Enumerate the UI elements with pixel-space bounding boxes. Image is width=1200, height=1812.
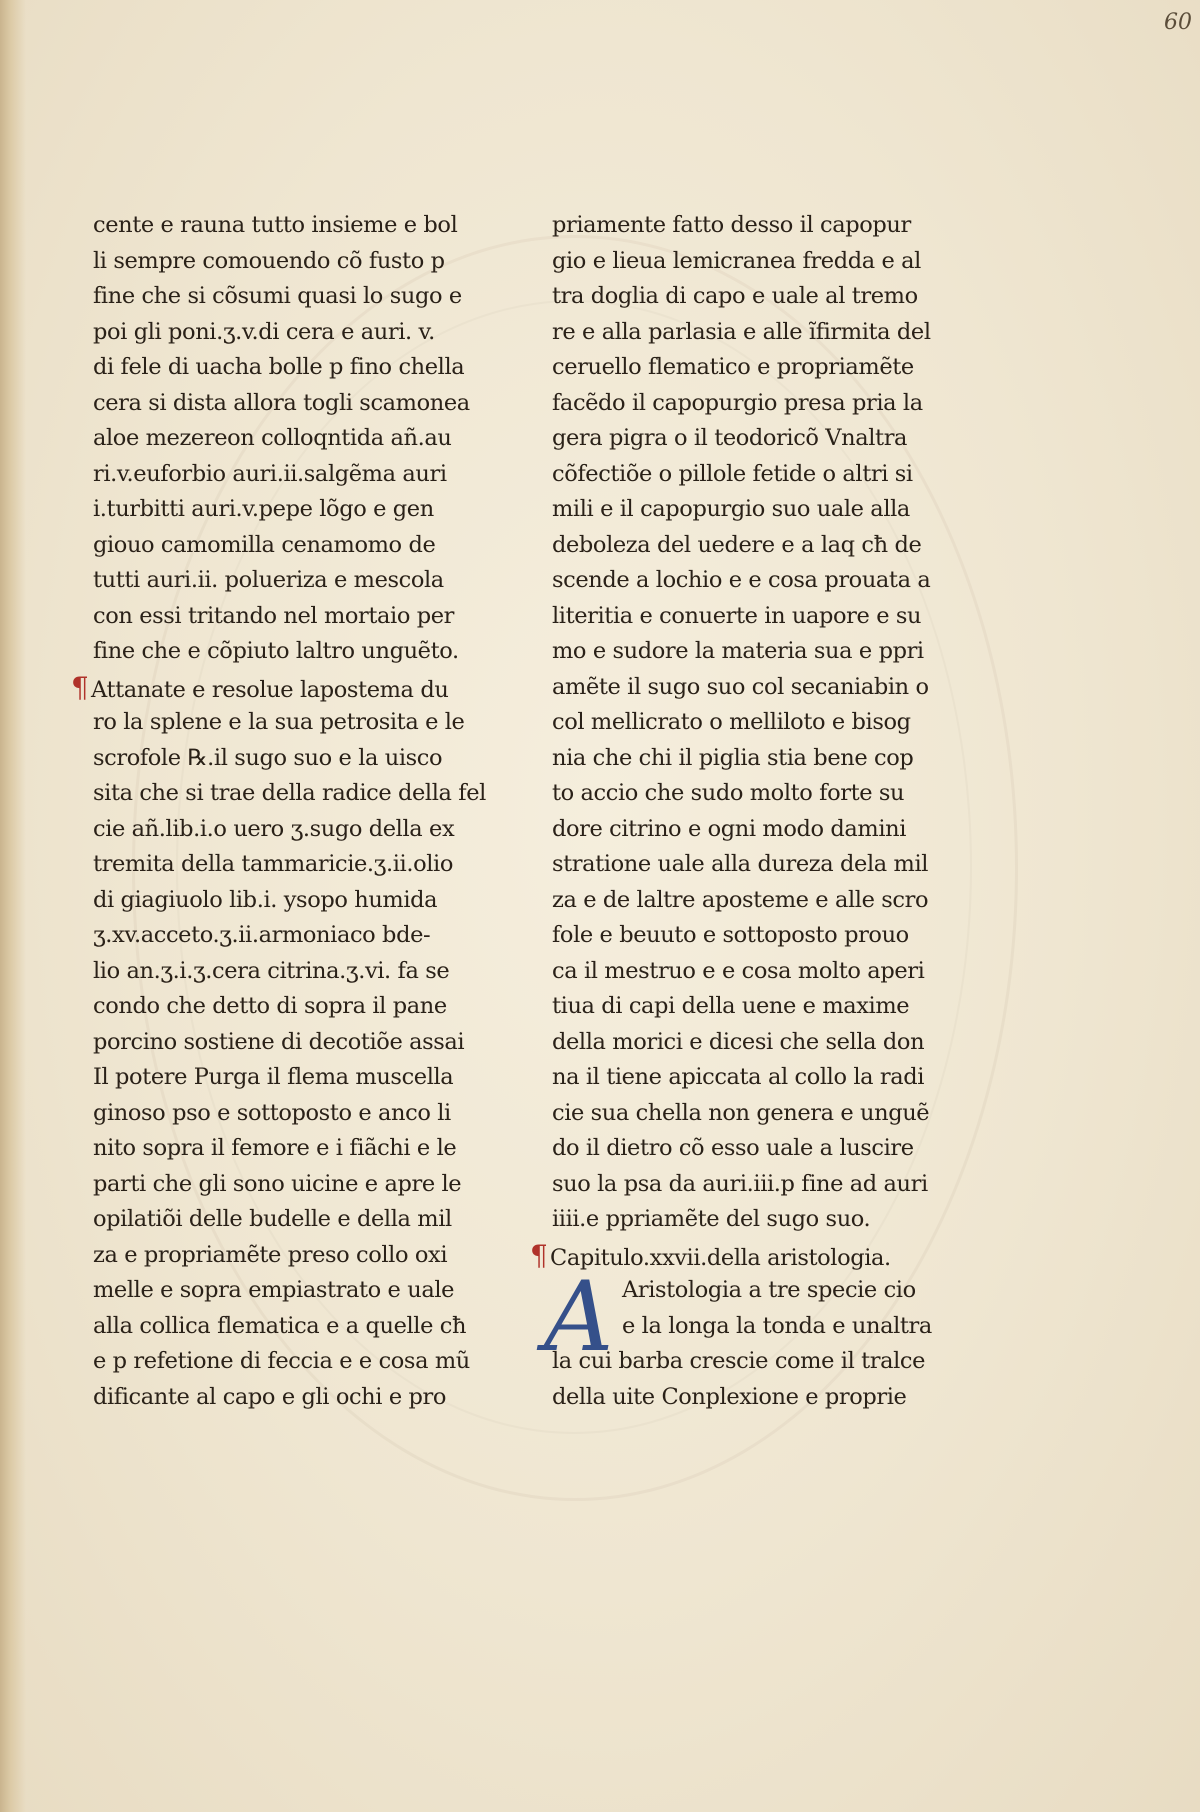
text-line: [552, 457, 952, 493]
text-line: [93, 1273, 493, 1309]
rubricated-pilcrow-icon: ¶: [530, 1238, 548, 1272]
text-line: [552, 386, 952, 422]
text-line: [552, 883, 952, 919]
text-line: [93, 634, 493, 670]
text-line-content: suo la psa da auri.iii.p fine ad auri: [552, 1170, 928, 1197]
text-line: [93, 1238, 493, 1274]
text-line-content: gera pigra o il teodoricõ Vnaltra: [552, 425, 908, 451]
text-line: [93, 599, 493, 635]
text-line-content: porcino sostiene di decotiõe assai: [93, 1028, 465, 1055]
text-line: [552, 634, 952, 670]
text-line-content: cõfectiõe o pillole fetide o altri si: [552, 460, 913, 487]
text-line-content: parti che gli sono uicine e apre le: [93, 1170, 462, 1197]
text-line: [93, 1025, 493, 1061]
text-line: [93, 421, 493, 457]
text-line: [552, 776, 952, 812]
text-line: [552, 1202, 952, 1238]
text-line-content: cie añ.lib.i.o uero ʒ.sugo della ex: [93, 815, 455, 842]
text-line-content: do il dietro cõ esso uale a luscire: [552, 1135, 914, 1161]
text-line: [93, 918, 493, 954]
text-line-content: melle e sopra empiastrato e uale: [93, 1277, 455, 1303]
text-line: [93, 457, 493, 493]
text-line: [93, 244, 493, 280]
text-line-content: della morici e dicesi che sella don: [552, 1028, 925, 1055]
text-line: [552, 208, 952, 244]
text-line-content: cie sua chella non genera e unguẽ: [552, 1099, 930, 1126]
text-line-content: priamente fatto desso il capopur: [552, 212, 911, 238]
text-line-content: tremita della tammaricie.ʒ.ii.olio: [93, 851, 453, 877]
text-line-content: tutti auri.ii. polueriza e mescola: [93, 567, 444, 593]
text-line: [93, 847, 493, 883]
binding-shadow: [0, 0, 26, 1812]
text-line: [552, 1096, 952, 1132]
text-line-content: aloe mezereon colloqntida añ.au: [93, 425, 452, 451]
text-line: [552, 279, 952, 315]
text-line-content: ca il mestruo e e cosa molto aperi: [552, 957, 925, 984]
text-line-content: li sempre comouendo cõ fusto p: [93, 247, 445, 274]
text-line: [93, 1167, 493, 1203]
text-line: [552, 812, 952, 848]
text-line: [552, 989, 952, 1025]
text-line-content: mili e il capopurgio suo uale alla: [552, 496, 910, 522]
text-line-content: nito sopra il femore e i fiãchi e le: [93, 1135, 457, 1161]
text-line: [93, 883, 493, 919]
text-line-content: di giagiuolo lib.i. ysopo humida: [93, 886, 438, 913]
text-line: [93, 528, 493, 564]
right-text-column: [530, 208, 952, 1415]
text-line-content: tra doglia di capo e uale al tremo: [552, 283, 918, 309]
text-line-content: ri.v.euforbio auri.ii.salgẽma auri: [93, 460, 447, 487]
text-line-content: i.turbitti auri.v.pepe lõgo e gen: [93, 496, 434, 522]
text-line-content: ro la splene e la sua petrosita e le: [93, 709, 465, 735]
text-line-content: cera si dista allora togli scamonea: [93, 389, 470, 416]
text-line: [93, 279, 493, 315]
text-line-content: ceruello flematico e propriamẽte: [552, 354, 914, 380]
text-line: [93, 1131, 493, 1167]
text-line: [93, 1344, 493, 1380]
text-line-content: stratione uale alla dureza dela mil: [552, 851, 929, 877]
text-line: [93, 1380, 493, 1416]
text-line: [552, 1060, 952, 1096]
text-line: [93, 741, 493, 777]
text-line-content: lio an.ʒ.i.ʒ.cera citrina.ʒ.vi. fa se: [93, 957, 450, 984]
text-line-content: sita che si trae della radice della fel: [93, 780, 486, 806]
text-line: [552, 244, 952, 280]
text-line: [93, 492, 493, 528]
text-line-content: scrofole ℞.il sugo suo e la uisco: [93, 744, 443, 771]
text-line: [93, 350, 493, 386]
text-line: [552, 350, 952, 386]
text-line-content: literitia e conuerte in uapore e su: [552, 602, 922, 629]
text-line-content: cente e rauna tutto insieme e bol: [93, 212, 458, 238]
text-line-content: mo e sudore la materia sua e ppri: [552, 638, 924, 664]
text-line: [93, 1060, 493, 1096]
text-line-content: della uite Conplexione e proprie: [552, 1383, 907, 1410]
text-line: [93, 812, 493, 848]
rubricated-pilcrow-icon: ¶: [71, 670, 89, 704]
text-line-content: Attanate e resolue lapostema du: [91, 676, 449, 703]
text-line-content: iiii.e ppriamẽte del sugo suo.: [552, 1206, 871, 1232]
text-line-content: za e propriamẽte preso collo oxi: [93, 1241, 448, 1268]
text-line: [552, 1131, 952, 1167]
text-line-content: condo che detto di sopra il pane: [93, 993, 447, 1019]
text-line-content: Il potere Purga il flema muscella: [93, 1064, 454, 1090]
text-line: [552, 847, 952, 883]
text-line: [552, 1380, 952, 1416]
text-line-content: re e alla parlasia e alle ĩfirmita del: [552, 318, 931, 345]
text-line-content: poi gli poni.ʒ.v.di cera e auri. v.: [93, 318, 435, 345]
left-text-column: [71, 208, 493, 1415]
text-line-content: e la longa la tonda e unaltra: [622, 1312, 932, 1339]
text-line-content: giouo camomilla cenamomo de: [93, 531, 436, 558]
text-line: [552, 528, 952, 564]
text-line-content: la cui barba crescie come il tralce: [552, 1348, 926, 1374]
text-line: [552, 705, 952, 741]
text-line-content: gio e lieua lemicranea fredda e al: [552, 247, 921, 274]
text-line: [93, 1096, 493, 1132]
text-line: [552, 670, 952, 706]
text-line: [93, 315, 493, 351]
text-line-content: alla collica flematica e a quelle cħ: [93, 1312, 467, 1339]
text-line-content: e p refetione di feccia e e cosa mũ: [93, 1348, 470, 1374]
text-line: [93, 563, 493, 599]
text-line-content: Aristologia a tre specie cio: [622, 1277, 916, 1303]
folio-number: 60: [1164, 10, 1192, 35]
text-line-content: fole e beuuto e sottoposto prouo: [552, 922, 909, 948]
text-line: [71, 670, 493, 706]
text-line: [93, 1309, 493, 1345]
text-line: [552, 1167, 952, 1203]
text-line-content: di fele di uacha bolle p fino chella: [93, 354, 465, 380]
text-line: [552, 599, 952, 635]
text-line-content: facẽdo il capopurgio presa pria la: [552, 389, 923, 416]
text-line-content: tiua di capi della uene e maxime: [552, 993, 910, 1019]
text-line: [552, 563, 952, 599]
decorated-initial: A: [544, 1261, 613, 1373]
text-line: [93, 705, 493, 741]
text-line: [552, 315, 952, 351]
text-line: [552, 421, 952, 457]
text-line-content: na il tiene apiccata al collo la radi: [552, 1064, 925, 1090]
text-line-content: fine che si cõsumi quasi lo sugo e: [93, 283, 462, 309]
text-line-content: to accio che sudo molto forte su: [552, 780, 905, 806]
text-line-content: amẽte il sugo suo col secaniabin o: [552, 673, 929, 700]
text-line: [93, 1202, 493, 1238]
text-line: [93, 954, 493, 990]
text-line-content: col mellicrato o melliloto e bisog: [552, 709, 911, 735]
text-line-content: scende a lochio e e cosa prouata a: [552, 567, 931, 593]
text-line: [552, 741, 952, 777]
text-line-content: ginoso pso e sottoposto e anco li: [93, 1099, 451, 1126]
text-line: [552, 918, 952, 954]
text-line: [552, 954, 952, 990]
text-line: [552, 492, 952, 528]
text-line: [552, 1025, 952, 1061]
text-line-content: dificante al capo e gli ochi e pro: [93, 1383, 446, 1410]
text-line: [93, 989, 493, 1025]
text-line: [93, 386, 493, 422]
text-line-content: opilatiõi delle budelle e della mil: [93, 1206, 452, 1232]
text-line: [93, 208, 493, 244]
text-line-content: deboleza del uedere e a laq cħ de: [552, 531, 922, 558]
text-line-content: za e de laltre aposteme e alle scro: [552, 886, 929, 913]
text-line-content: nia che chi il piglia stia bene cop: [552, 744, 914, 771]
text-line-content: ʒ.xv.acceto.ʒ.ii.armoniaco bde-: [93, 922, 431, 948]
text-line-content: con essi tritando nel mortaio per: [93, 602, 455, 629]
text-line-content: dore citrino e ogni modo damini: [552, 815, 907, 842]
text-line-content: fine che e cõpiuto laltro unguẽto.: [93, 638, 459, 664]
text-line: [93, 776, 493, 812]
text-line-content: Capitulo.xxvii.della aristologia.: [550, 1244, 891, 1271]
